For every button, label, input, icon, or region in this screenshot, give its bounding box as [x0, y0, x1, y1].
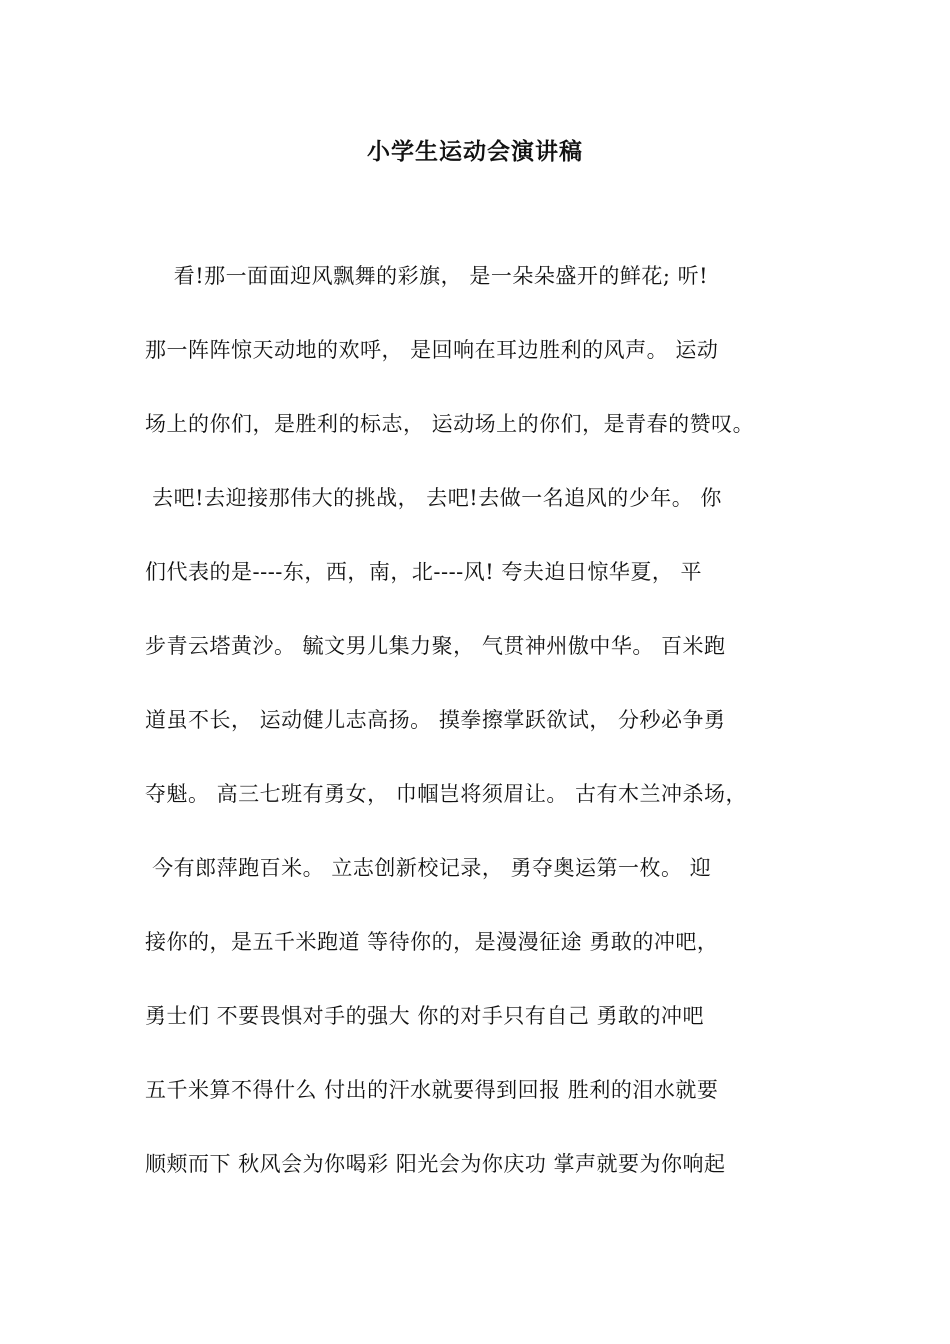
body-line: 接你的，是五千米跑道 等待你的，是漫漫征途 勇敢的冲吧， [145, 930, 719, 954]
document-body [145, 256, 835, 1218]
body-line: 那一阵阵惊天动地的欢呼， 是回响在耳边胜利的风声。 运动 [145, 338, 719, 362]
body-line: 五千米算不得什么 付出的汗水就要得到回报 胜利的泪水就要 [145, 1078, 719, 1102]
body-line: 道虽不长， 运动健儿志高扬。 摸拳擦掌跃欲试， 分秒必争勇 [145, 708, 726, 732]
body-line: 去吧!去迎接那伟大的挑战， 去吧!去做一名追风的少年。 你 [145, 486, 722, 510]
document-title: 小学生运动会演讲稿 [367, 139, 583, 165]
body-line: 们代表的是----东，西，南，北----风! 夸夫迫日惊华夏， 平 [145, 560, 703, 584]
body-line: 步青云塔黄沙。 毓文男儿集力聚， 气贯神州傲中华。 百米跑 [145, 634, 726, 658]
body-line: 今有郎萍跑百米。 立志创新校记录， 勇夺奥运第一枚。 迎 [145, 856, 712, 880]
body-line: 勇士们 不要畏惧对手的强大 你的对手只有自己 勇敢的冲吧 [145, 1004, 705, 1028]
body-line: 看!那一面面迎风飘舞的彩旗， 是一朵朵盛开的鲜花; 听! [145, 264, 709, 288]
body-line: 顺颊而下 秋风会为你喝彩 阳光会为你庆功 掌声就要为你响起 [145, 1152, 726, 1176]
body-line: 夺魁。 高三七班有勇女， 巾帼岂将须眉让。 古有木兰冲杀场， [145, 782, 748, 806]
body-line: 场上的你们，是胜利的标志， 运动场上的你们，是青春的赞叹。 [145, 412, 755, 436]
